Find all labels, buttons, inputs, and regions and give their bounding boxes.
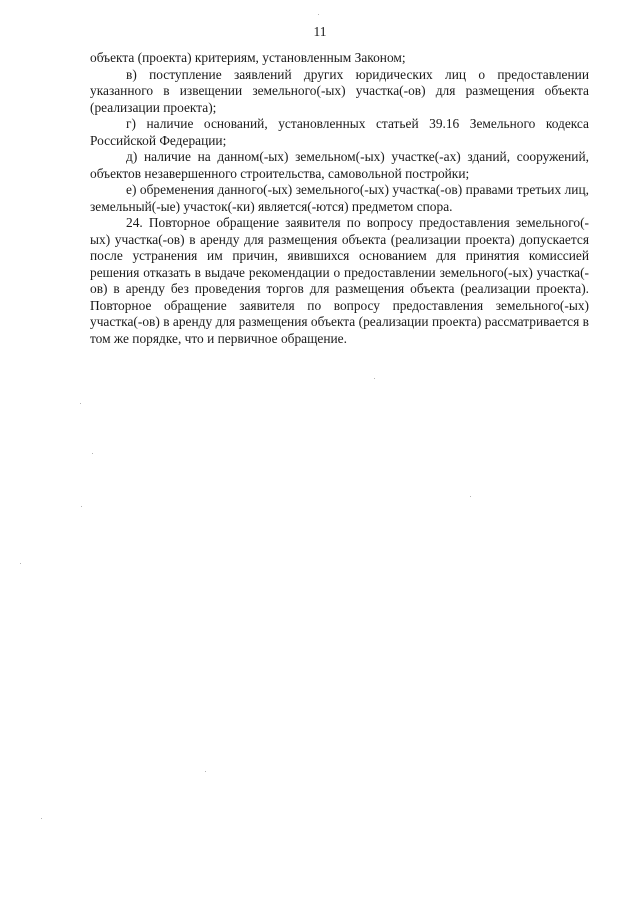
paragraph-item-d: д) наличие на данном(-ых) земельном(-ых) участке(-ах) зданий, сооружений, объектов незавершенного строительства, самовольной постройки; — [90, 149, 589, 181]
scan-speck — [318, 14, 319, 15]
paragraph-clause-24: 24. Повторное обращение заявителя по вопросу предоставления земельного(-ых) участка(-ов) в аренду для размещения объекта (реализации проекта) допускается после устранения им причин, явившихся основанием для принятия комиссией решения отказать в выдаче рекомендации о предоставлении земельного(-ых) участка(-ов) в аренду без проведения торгов для размещения объекта (реализации проекта). Повторное обращение заявителя по вопросу предоставления земельного(-ых) участка(-ов) в аренду для размещения объекта (реализации проекта) рассматривается в том же порядке, что и первичное обращение. — [90, 215, 589, 346]
page-number: 11 — [313, 24, 327, 39]
paragraph-continuation: объекта (проекта) критериям, установленным Законом; — [90, 50, 406, 65]
scan-speck — [470, 496, 471, 497]
scan-speck — [92, 453, 93, 454]
paragraph-item-v: в) поступление заявлений других юридических лиц о предоставлении указанного в извещении земельного(-ых) участка(-ов) для размещения объекта (реализации проекта); — [90, 66, 589, 115]
document-body — [90, 50, 589, 347]
scan-speck — [205, 771, 206, 772]
scan-speck — [80, 403, 81, 404]
scan-speck — [81, 506, 82, 507]
scan-speck — [374, 378, 375, 379]
scan-speck — [41, 818, 42, 819]
scan-speck — [20, 563, 21, 564]
paragraph-item-g: г) наличие оснований, установленных статьей 39.16 Земельного кодекса Российской Федерации; — [90, 116, 589, 148]
paragraph-item-e: е) обременения данного(-ых) земельного(-ых) участка(-ов) правами третьих лиц, земельный(-ые) участок(-ки) является(-ются) предметом спора. — [90, 182, 589, 214]
